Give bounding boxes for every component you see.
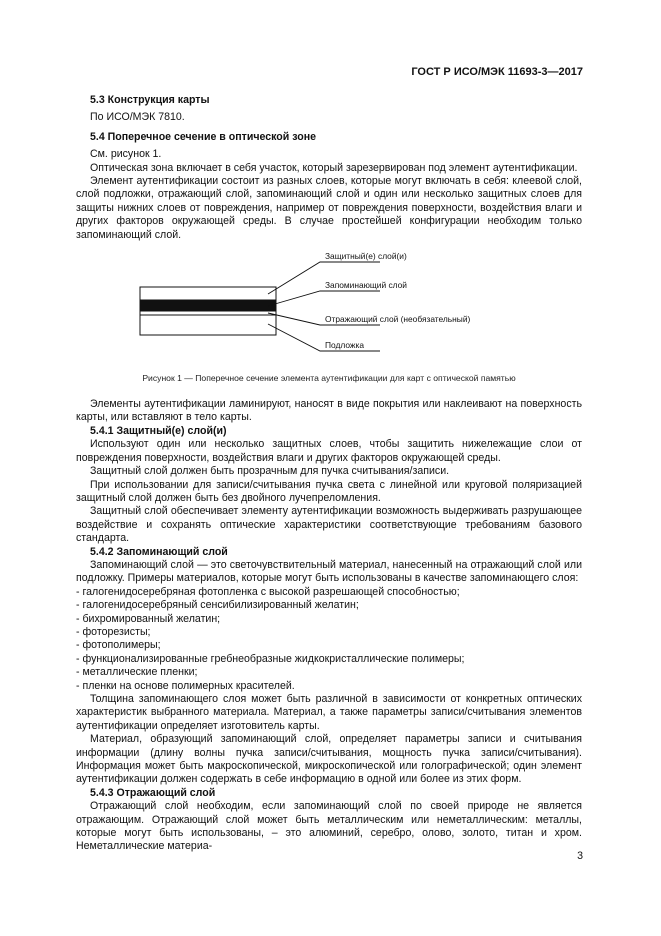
section-5-4-3-p1: Отражающий слой необходим, если запоминающий слой по своей природе не является отражающим. Отражающий слой может быть металлическим или неметаллическим: металлы, которые могут быть использованы, – это алюминий, серебро, олово, золото, титан и хром. Неметаллические материа- xyxy=(76,800,582,853)
reflective-layer xyxy=(140,311,276,315)
document-header: ГОСТ Р ИСО/МЭК 11693-3—2017 xyxy=(411,66,583,78)
section-5-3-title: 5.3 Конструкция карты xyxy=(90,94,210,106)
list-item: - функционализированные гребнеобразные жидкокристаллические полимеры; xyxy=(76,652,465,665)
list-item: - фотополимеры; xyxy=(76,639,161,652)
page-content xyxy=(76,94,582,854)
section-5-4-2-p3: Материал, образующий запоминающий слой, определяет параметры записи и считывания информации (длину волны пучка записи/считывания, мощность пучка записи/считывания). Информация может быть макроскопической, микроскопической или голографической; один элемент аутентификации должен содержать в себе информацию в одной или более из этих форм. xyxy=(76,733,582,786)
section-5-4-see: См. рисунок 1. xyxy=(90,148,162,161)
leader-memory xyxy=(268,291,380,306)
list-item: - металлические пленки; xyxy=(76,666,198,679)
figure-caption: Рисунок 1 — Поперечное сечение элемента аутентификации для карт с оптической памятью xyxy=(142,373,516,384)
section-5-4-3-title: 5.4.3 Отражающий слой xyxy=(90,786,216,799)
section-5-4-1-p2: Защитный слой должен быть прозрачным для пучка считывания/записи. xyxy=(90,465,450,478)
list-item: - пленки на основе полимерных красителей. xyxy=(76,679,295,692)
label-reflective: Отражающий слой (необязательный) xyxy=(325,314,471,325)
section-5-4-p2: Элемент аутентификации состоит из разных слоев, которые могут включать в себя: клеевой слой, слой подложки, отражающий слой, запоминающий слой и один или несколько защитных слоев для защиты нижних слоев от повреждения, например от повреждения поверхности, воздействия влаги и других факторов окружающей среды. В случае простейшей конфигурации необходим только запоминающий слой. xyxy=(76,175,582,241)
section-5-4-2-p2: Толщина запоминающего слоя может быть различной в зависимости от конкретных оптических характеристик выбранного материала. Материал, а также параметры записи/считывания элементов аутентификации определяет изготовитель карты. xyxy=(76,693,582,732)
list-item: - бихромированный желатин; xyxy=(76,612,221,625)
substrate-layer xyxy=(140,315,276,335)
section-5-4-2-p1: Запоминающий слой — это светочувствительный материал, нанесенный на отражающий слой или подложку. Примеры материалов, которые могут быть использованы в качестве запоминающего слоя: xyxy=(76,558,582,585)
list-item: - галогенидосеребряный сенсибилизированный желатин; xyxy=(76,599,359,612)
memory-layer xyxy=(140,300,276,311)
materials-list xyxy=(76,586,582,693)
label-substrate: Подложка xyxy=(325,340,365,351)
section-5-4-title: 5.4 Поперечное сечение в оптической зоне xyxy=(90,130,316,143)
section-5-4-p1: Оптическая зона включает в себя участок, который зарезервирован под элемент аутентификации. xyxy=(90,161,578,174)
protective-layer xyxy=(140,287,276,300)
figure-1 xyxy=(76,248,582,388)
list-item: - галогенидосеребряная фотопленка с высокой разрешающей способностью; xyxy=(76,585,460,598)
after-figure-text: Элементы аутентификации ламинируют, наносят в виде покрытия или наклеивают на поверхность карты, или вставляют в тело карты. xyxy=(76,398,582,424)
page-number: 3 xyxy=(577,850,583,862)
label-memory: Запоминающий слой xyxy=(325,280,407,291)
section-5-4-1-p4: Защитный слой обеспечивает элементу аутентификации возможность выдерживать разрушающее воздействие и сохранять оптические характеристики соответствующие требованиям базового стандарта. xyxy=(76,505,582,545)
cross-section-diagram xyxy=(76,248,582,368)
label-protective: Защитный(е) слой(и) xyxy=(325,251,407,262)
section-5-4-1-p3: При использовании для записи/считывания пучка света с линейной или круговой поляризацией защитный слой должен быть без двойного лучепреломления. xyxy=(76,478,582,504)
section-5-4-2-title: 5.4.2 Запоминающий слой xyxy=(90,545,228,558)
list-item: - фоторезисты; xyxy=(76,625,151,638)
section-5-3-text: По ИСО/МЭК 7810. xyxy=(90,111,185,124)
section-5-4-1-title: 5.4.1 Защитный(е) слой(и) xyxy=(90,424,227,437)
section-5-4-1-p1: Используют один или несколько защитных слоев, чтобы защитить нижележащие слои от повреждения поверхности, воздействия влаги и других факторов окружающей среды. xyxy=(76,438,582,464)
